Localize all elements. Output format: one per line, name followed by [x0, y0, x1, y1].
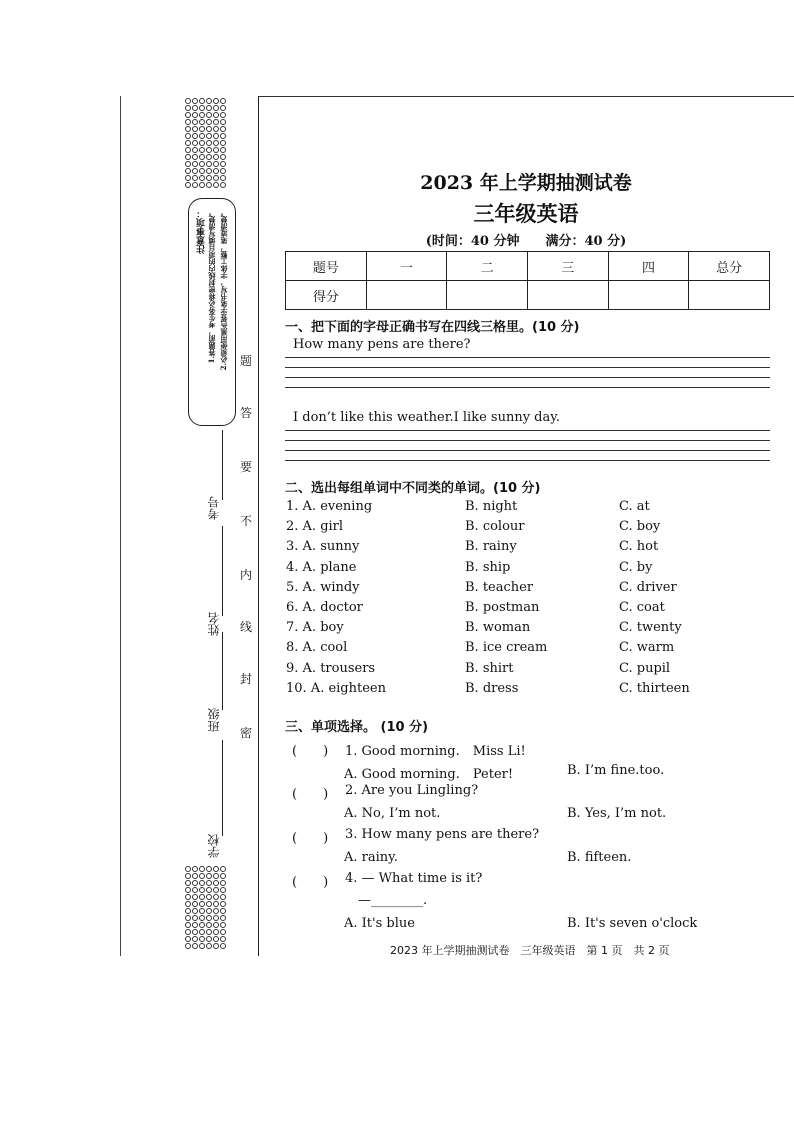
perforation-hole [206, 922, 212, 928]
perforation-hole [206, 147, 212, 153]
perforation-hole [220, 922, 226, 928]
score-table-header-row [286, 252, 770, 281]
score-cell[interactable] [366, 281, 447, 310]
seal-char: 不 [240, 514, 253, 528]
perforation-hole [185, 915, 191, 921]
class-label: 班级 [207, 708, 221, 732]
perforation-hole [185, 866, 191, 872]
perforation-bottom [185, 866, 227, 950]
perforation-row [185, 915, 227, 922]
perforation-row [185, 147, 227, 154]
perforation-hole [213, 112, 219, 118]
perforation-hole [213, 943, 219, 949]
perforation-hole [206, 866, 212, 872]
perforation-hole [220, 182, 226, 188]
perforation-row [185, 126, 227, 133]
perforation-hole [199, 98, 205, 104]
copy-sentence-1: How many pens are there? [293, 337, 471, 352]
perforation-hole [199, 887, 205, 893]
perforation-hole [192, 112, 198, 118]
section-2-heading: 二、选出每组单词中不同类的单词。(10 分) [285, 481, 541, 496]
option-a: A. No, I’m not. [344, 806, 441, 821]
perforation-hole [199, 126, 205, 132]
perforation-hole [213, 119, 219, 125]
table-cell: 得分 [286, 281, 367, 310]
perforation-hole [206, 943, 212, 949]
perforation-hole [192, 133, 198, 139]
perforation-hole [185, 154, 191, 160]
perforation-hole [213, 133, 219, 139]
perforation-hole [213, 929, 219, 935]
perforation-row [185, 105, 227, 112]
perforation-row [185, 161, 227, 168]
perforation-row [185, 873, 227, 880]
perforation-hole [192, 147, 198, 153]
word-option: B. teacher [465, 579, 534, 595]
perforation-top [185, 98, 227, 189]
score-table [285, 251, 770, 310]
perforation-hole [199, 182, 205, 188]
perforation-hole [185, 147, 191, 153]
perforation-row [185, 894, 227, 901]
perforation-hole [213, 887, 219, 893]
perforation-hole [213, 922, 219, 928]
perforation-hole [192, 873, 198, 879]
perforation-row [185, 908, 227, 915]
perforation-hole [185, 901, 191, 907]
perforation-hole [185, 161, 191, 167]
option-b: B. Yes, I’m not. [567, 806, 667, 821]
section-3-heading: 三、单项选择。 (10 分) [285, 720, 429, 735]
notice-line-2: 2.必须使用黑色签字笔书写，字体工整，笔迹清楚。 [219, 209, 228, 371]
perforation-hole [192, 915, 198, 921]
perforation-hole [199, 147, 205, 153]
perforation-hole [213, 175, 219, 181]
id-label: 考号 [207, 496, 221, 520]
seal-char: 答 [240, 406, 253, 420]
perforation-hole [220, 873, 226, 879]
table-cell: 题号 [286, 252, 367, 281]
perforation-hole [192, 901, 198, 907]
perforation-row [185, 168, 227, 175]
option-b: B. fifteen. [567, 850, 632, 865]
school-label: 学校 [207, 834, 221, 858]
word-option: C. by [619, 559, 653, 575]
seal-char: 内 [240, 568, 253, 582]
perforation-hole [185, 175, 191, 181]
perforation-hole [185, 873, 191, 879]
perforation-hole [199, 105, 205, 111]
word-option: 4. A. plane [286, 559, 357, 575]
table-cell: 二 [447, 252, 528, 281]
perforation-hole [220, 126, 226, 132]
perforation-hole [213, 915, 219, 921]
perforation-hole [199, 915, 205, 921]
perforation-hole [213, 936, 219, 942]
perforation-hole [220, 112, 226, 118]
copy-sentence-2: I don’t like this weather.I like sunny day. [293, 410, 561, 425]
word-option: 9. A. trousers [286, 660, 376, 676]
perforation-row [185, 154, 227, 161]
word-option: B. ice cream [465, 640, 548, 656]
perforation-hole [206, 126, 212, 132]
perforation-hole [220, 880, 226, 886]
perforation-row [185, 98, 227, 105]
word-option: C. coat [619, 600, 665, 615]
perforation-hole [199, 873, 205, 879]
word-option: 2. A. girl [286, 519, 344, 535]
perforation-hole [220, 119, 226, 125]
perforation-hole [213, 182, 219, 188]
exam-title: 2023 年上学期抽测试卷 [420, 172, 632, 194]
perforation-hole [192, 894, 198, 900]
perforation-hole [206, 140, 212, 146]
perforation-hole [192, 943, 198, 949]
perforation-hole [199, 161, 205, 167]
perforation-hole [220, 936, 226, 942]
perforation-hole [213, 866, 219, 872]
score-table-score-row [286, 281, 770, 310]
perforation-row [185, 119, 227, 126]
perforation-hole [199, 119, 205, 125]
perforation-hole [213, 901, 219, 907]
perforation-hole [185, 168, 191, 174]
score-cell[interactable] [527, 281, 608, 310]
option-a: A. rainy. [344, 850, 398, 865]
perforation-hole [192, 922, 198, 928]
score-cell[interactable] [447, 281, 528, 310]
perforation-hole [220, 887, 226, 893]
perforation-hole [185, 140, 191, 146]
perforation-hole [185, 929, 191, 935]
perforation-hole [206, 887, 212, 893]
four-line-grid-2[interactable] [285, 430, 770, 470]
perforation-hole [220, 98, 226, 104]
perforation-hole [192, 98, 198, 104]
section-1-heading: 一、把下面的字母正确书写在四线三格里。(10 分) [285, 320, 580, 335]
perforation-hole [206, 929, 212, 935]
perforation-row [185, 866, 227, 873]
perforation-hole [206, 908, 212, 914]
perforation-hole [199, 154, 205, 160]
notice-line-1: 1.答题前，考生务必将密封线内的项目填写清楚。 [207, 209, 216, 364]
word-option: 5. A. windy [286, 579, 360, 595]
perforation-hole [185, 119, 191, 125]
word-option: C. warm [619, 640, 675, 656]
perforation-hole [192, 119, 198, 125]
perforation-hole [220, 915, 226, 921]
perforation-hole [213, 908, 219, 914]
question-stem: 1. Good morning. Miss Li! [345, 744, 526, 759]
name-field[interactable] [222, 526, 223, 616]
perforation-hole [206, 98, 212, 104]
word-option: B. dress [465, 680, 519, 696]
option-a: A. Good morning. Peter! [344, 767, 514, 782]
perforation-row [185, 887, 227, 894]
perforation-hole [213, 147, 219, 153]
perforation-row [185, 112, 227, 119]
perforation-hole [199, 943, 205, 949]
question-stem: 2. Are you Lingling? [345, 783, 479, 798]
perforation-hole [199, 175, 205, 181]
perforation-hole [199, 894, 205, 900]
perforation-hole [206, 901, 212, 907]
perforation-hole [213, 894, 219, 900]
answer-bracket[interactable]: ( ) [292, 787, 329, 802]
four-line-grid-1[interactable] [285, 357, 770, 397]
option-b: B. I’m fine.too. [567, 763, 665, 778]
notice-box [188, 198, 236, 426]
perforation-row [185, 880, 227, 887]
seal-char: 密 [240, 726, 253, 740]
perforation-hole [185, 887, 191, 893]
top-border [258, 96, 794, 97]
perforation-hole [192, 168, 198, 174]
perforation-hole [220, 168, 226, 174]
perforation-hole [220, 147, 226, 153]
question-stem: 3. How many pens are there? [345, 827, 540, 842]
question-stem: 4. — What time is it? [345, 871, 483, 886]
perforation-hole [192, 908, 198, 914]
perforation-hole [213, 140, 219, 146]
perforation-row [185, 943, 227, 950]
name-label: 姓名 [207, 612, 221, 636]
perforation-hole [206, 119, 212, 125]
left-edge [120, 96, 121, 956]
seal-char: 线 [240, 620, 253, 634]
word-option: 10. A. eighteen [286, 680, 386, 696]
perforation-row [185, 140, 227, 147]
page-footer: 2023 年上学期抽测试卷 三年级英语 第 1 页 共 2 页 [390, 944, 670, 957]
perforation-hole [213, 880, 219, 886]
perforation-hole [213, 161, 219, 167]
perforation-hole [206, 182, 212, 188]
word-option: 3. A. sunny [286, 539, 360, 555]
word-option: 7. A. boy [286, 620, 344, 636]
perforation-hole [185, 105, 191, 111]
perforation-hole [185, 922, 191, 928]
perforation-hole [199, 922, 205, 928]
perforation-hole [206, 880, 212, 886]
word-option: B. shirt [465, 660, 514, 676]
word-option: B. postman [465, 600, 540, 615]
answer-blank[interactable]: —________. [358, 893, 428, 908]
word-option: 8. A. cool [286, 640, 348, 656]
perforation-row [185, 929, 227, 936]
perforation-hole [185, 126, 191, 132]
word-option: C. pupil [619, 660, 671, 676]
perforation-hole [220, 154, 226, 160]
perforation-hole [192, 126, 198, 132]
perforation-hole [206, 112, 212, 118]
word-option: C. boy [619, 519, 661, 535]
perforation-hole [185, 908, 191, 914]
class-field[interactable] [222, 632, 223, 710]
perforation-hole [192, 161, 198, 167]
word-option: 1. A. evening [286, 499, 373, 514]
perforation-hole [192, 936, 198, 942]
exam-subject: 三年级英语 [473, 201, 579, 226]
perforation-hole [206, 105, 212, 111]
perforation-hole [213, 873, 219, 879]
score-cell[interactable] [608, 281, 689, 310]
perforation-hole [206, 175, 212, 181]
perforation-hole [185, 943, 191, 949]
word-option: C. at [619, 499, 650, 514]
perforation-hole [199, 140, 205, 146]
table-cell: 四 [608, 252, 689, 281]
perforation-hole [199, 866, 205, 872]
perforation-hole [192, 182, 198, 188]
word-option: B. colour [465, 519, 525, 535]
perforation-hole [213, 126, 219, 132]
perforation-hole [220, 929, 226, 935]
table-cell: 三 [527, 252, 608, 281]
option-b: B. It's seven o'clock [567, 916, 698, 931]
perforation-hole [199, 112, 205, 118]
perforation-row [185, 936, 227, 943]
perforation-row [185, 182, 227, 189]
perforation-hole [213, 98, 219, 104]
perforation-hole [185, 133, 191, 139]
perforation-hole [192, 866, 198, 872]
id-field[interactable] [222, 430, 223, 500]
perforation-hole [185, 936, 191, 942]
notice-title: 注意事项： [197, 209, 207, 254]
answer-bracket[interactable]: ( ) [292, 831, 329, 846]
perforation-hole [206, 936, 212, 942]
perforation-row [185, 133, 227, 140]
exam-info: (时间：40 分钟 满分：40 分) [425, 234, 627, 249]
perforation-hole [206, 161, 212, 167]
answer-bracket[interactable]: ( ) [292, 744, 329, 759]
perforation-row [185, 922, 227, 929]
word-option: 6. A. doctor [286, 600, 363, 615]
perforation-row [185, 901, 227, 908]
score-cell[interactable] [689, 281, 770, 310]
perforation-hole [220, 161, 226, 167]
perforation-hole [206, 168, 212, 174]
perforation-hole [213, 105, 219, 111]
word-option: B. ship [465, 559, 511, 575]
seal-char: 封 [240, 672, 253, 686]
perforation-hole [206, 133, 212, 139]
perforation-hole [220, 943, 226, 949]
word-option: C. twenty [619, 620, 682, 636]
word-option: B. night [465, 499, 518, 514]
perforation-hole [213, 154, 219, 160]
perforation-hole [185, 112, 191, 118]
perforation-hole [199, 901, 205, 907]
perforation-hole [220, 133, 226, 139]
perforation-hole [185, 182, 191, 188]
perforation-hole [206, 873, 212, 879]
word-option: B. woman [465, 620, 531, 636]
perforation-hole [192, 929, 198, 935]
perforation-hole [199, 936, 205, 942]
school-field[interactable] [222, 740, 223, 836]
perforation-hole [192, 140, 198, 146]
table-cell: 总分 [689, 252, 770, 281]
option-a: A. It's blue [344, 916, 415, 931]
perforation-hole [220, 175, 226, 181]
seal-char: 题 [240, 354, 253, 368]
perforation-row [185, 175, 227, 182]
perforation-hole [220, 901, 226, 907]
perforation-hole [199, 880, 205, 886]
perforation-hole [192, 175, 198, 181]
perforation-hole [206, 154, 212, 160]
perforation-hole [192, 880, 198, 886]
perforation-hole [199, 929, 205, 935]
seal-char: 要 [240, 460, 253, 474]
perforation-hole [220, 908, 226, 914]
perforation-hole [199, 908, 205, 914]
perforation-hole [192, 105, 198, 111]
word-option: B. rainy [465, 539, 517, 555]
answer-bracket[interactable]: ( ) [292, 875, 329, 890]
perforation-hole [220, 140, 226, 146]
perforation-hole [220, 105, 226, 111]
perforation-hole [192, 154, 198, 160]
perforation-hole [192, 887, 198, 893]
perforation-hole [185, 894, 191, 900]
word-option: C. hot [619, 539, 659, 555]
perforation-hole [213, 168, 219, 174]
perforation-hole [206, 894, 212, 900]
perforation-hole [206, 915, 212, 921]
table-cell: 一 [366, 252, 447, 281]
word-option: C. thirteen [619, 680, 690, 696]
perforation-hole [185, 98, 191, 104]
perforation-hole [220, 894, 226, 900]
perforation-hole [199, 133, 205, 139]
word-option: C. driver [619, 579, 677, 595]
perforation-hole [199, 168, 205, 174]
perforation-hole [220, 866, 226, 872]
perforation-hole [185, 880, 191, 886]
